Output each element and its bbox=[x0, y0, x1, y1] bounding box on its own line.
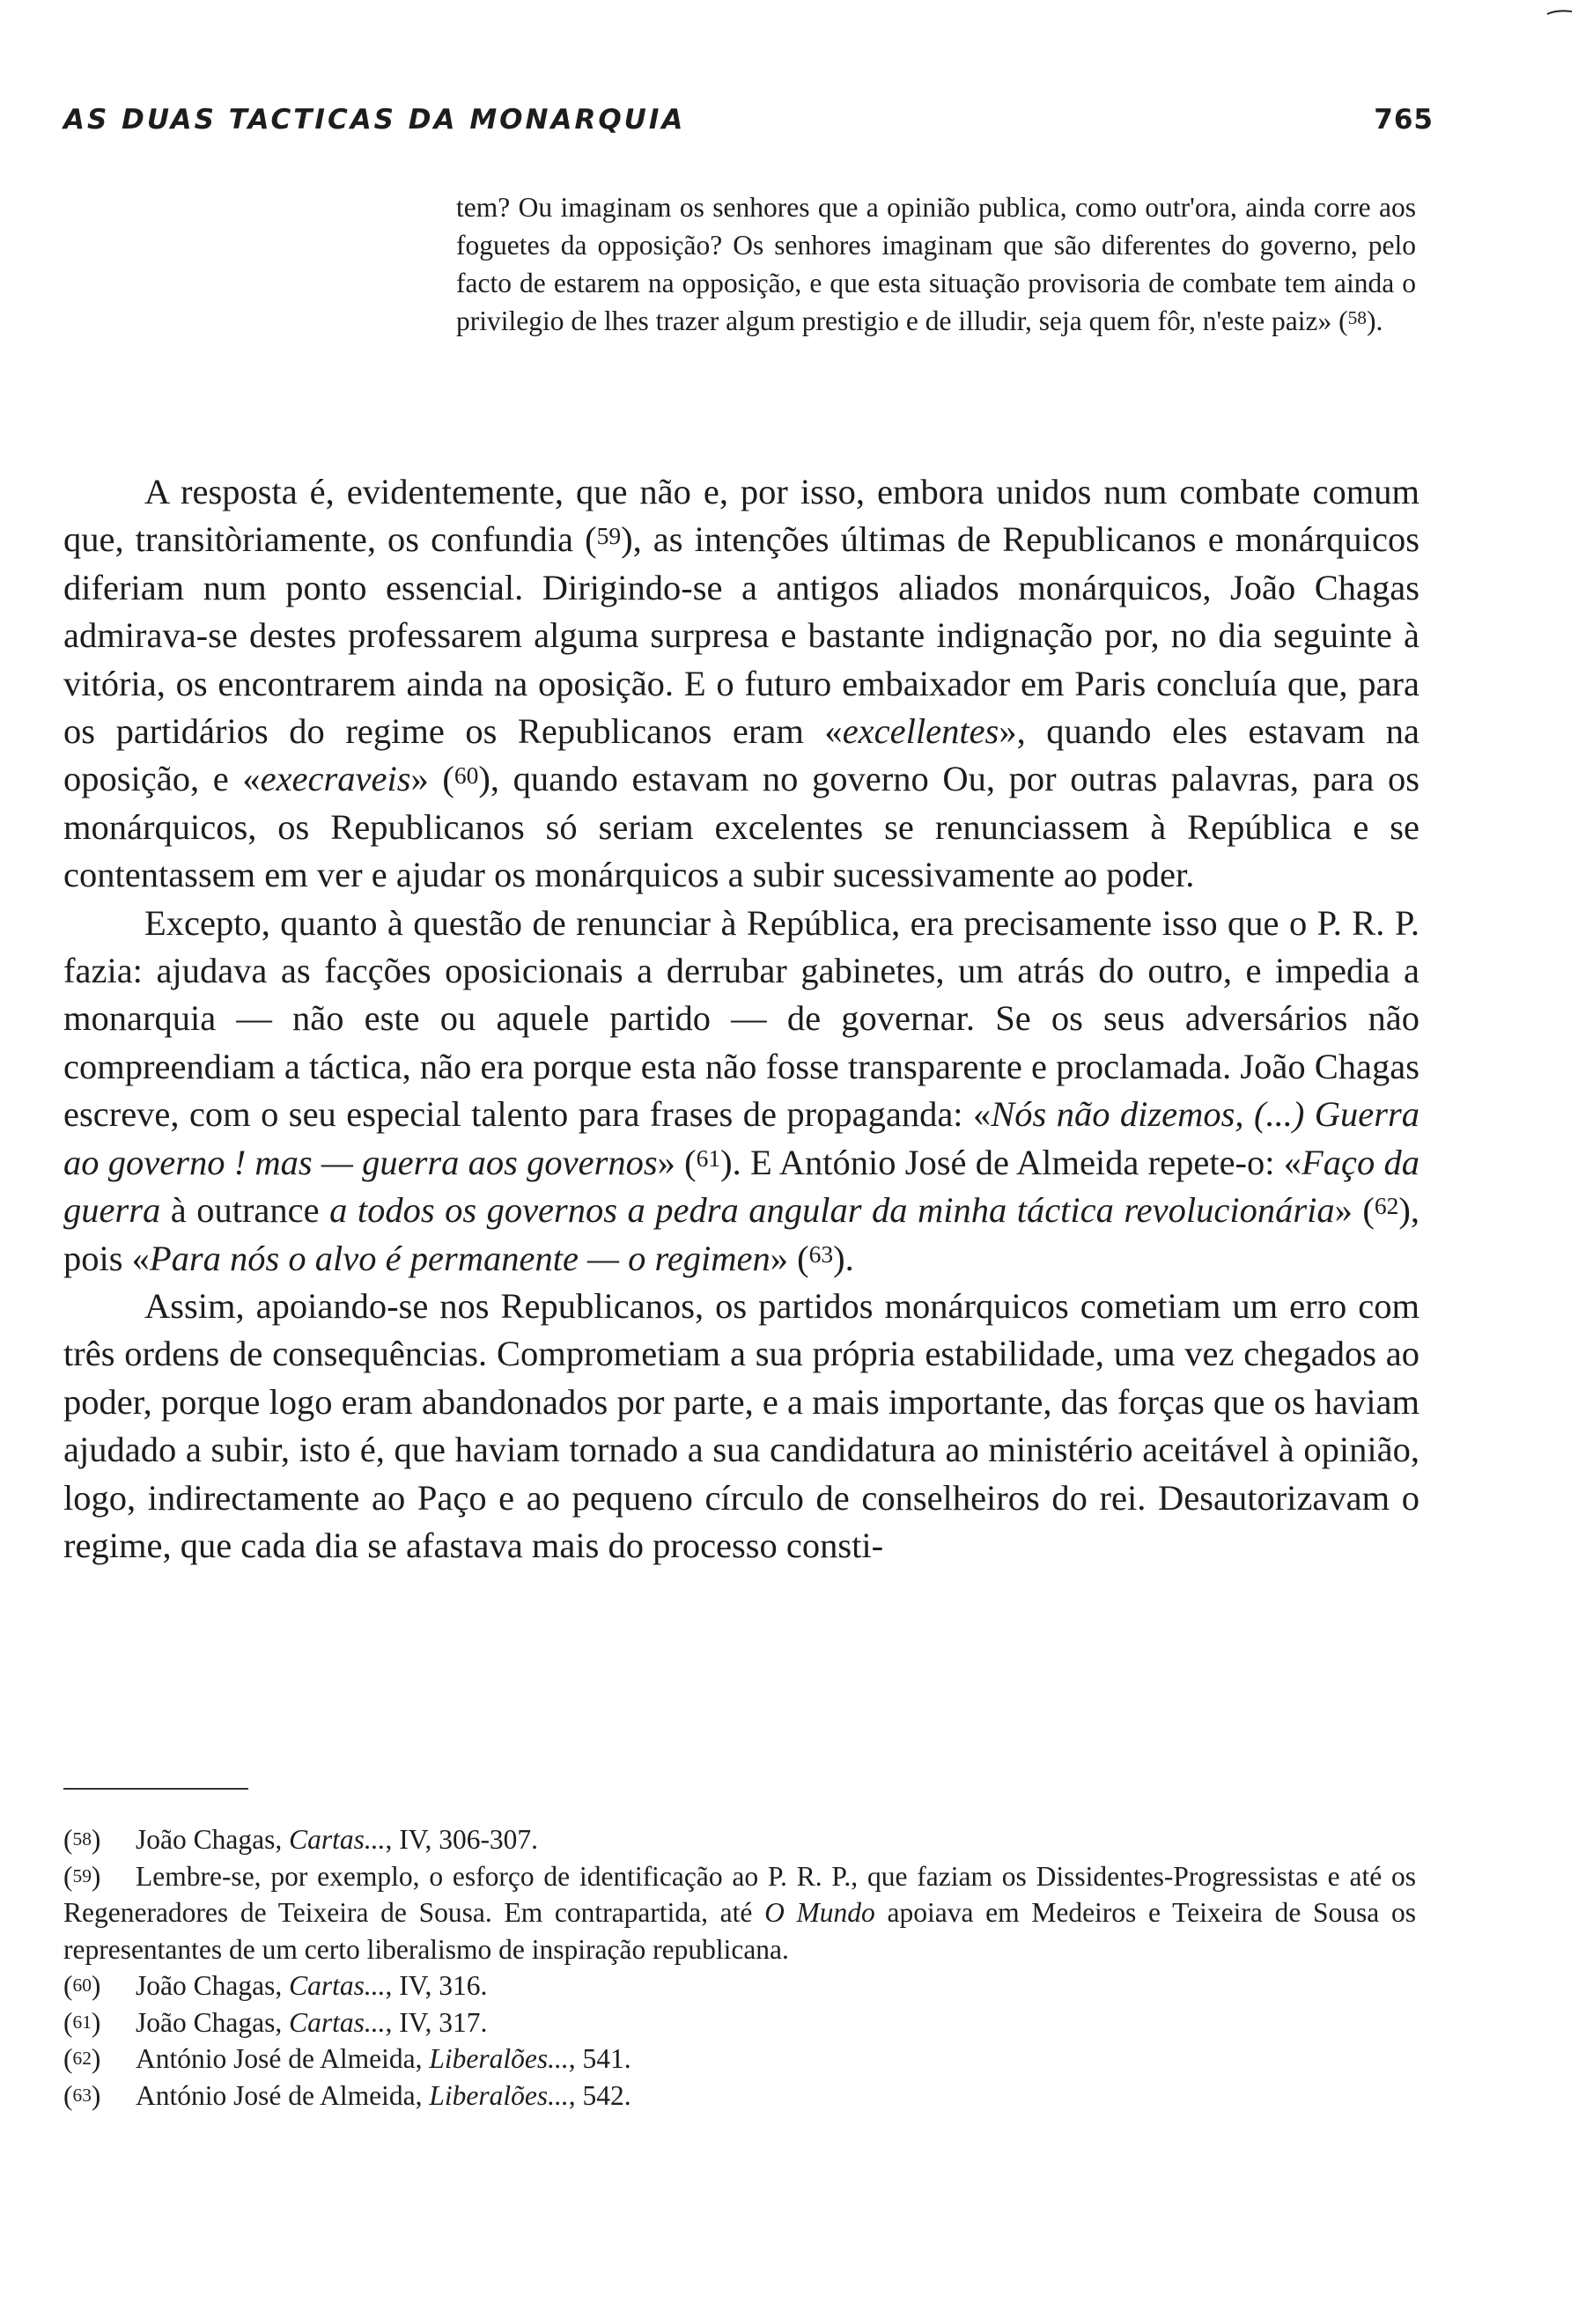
footnote-divider bbox=[63, 1788, 248, 1790]
body-text bbox=[63, 468, 1419, 1570]
quote-end: ). bbox=[1366, 305, 1383, 336]
note-text: , IV, 317. bbox=[385, 2006, 488, 2038]
footnote-ref-62[interactable]: 62 bbox=[1374, 1192, 1399, 1220]
footnote-number: ($^{60}$) bbox=[63, 1970, 101, 2001]
italic-run: Para nós o alvo é permanente — o regimen bbox=[149, 1238, 771, 1278]
paragraph-1 bbox=[63, 468, 1419, 900]
note-title: O Mundo bbox=[764, 1897, 875, 1928]
text-run: » ( bbox=[770, 1238, 809, 1278]
running-title: AS DUAS TACTICAS DA MONARQUIA bbox=[63, 104, 686, 136]
note-text: , 542. bbox=[568, 2079, 631, 2111]
note-title: Cartas... bbox=[289, 2006, 386, 2038]
footnote-61 bbox=[63, 2004, 1416, 2041]
text-run: » ( bbox=[657, 1142, 697, 1182]
footnote-number: ($^{61}$) bbox=[63, 2006, 101, 2038]
note-title: Liberalões... bbox=[429, 2043, 569, 2074]
footnote-62 bbox=[63, 2041, 1416, 2078]
text-run: A resposta é, evidentemente, que não e, por isso, embora unidos num combate comum que, transitòriamente, os confundia ( bbox=[63, 472, 1419, 560]
note-text: João Chagas, bbox=[136, 1970, 290, 2001]
text-run: ), as intenções últimas de Republicanos e monárquicos diferiam num ponto essencial. Dirigindo-se a antigos aliados monárquicos, João Chagas admirava-se destes professarem alguma surpresa e bastante indignação por, no dia seguinte à vitória, os encontrarem ainda na oposição. E o futuro embaixador em Paris concluía que, para os partidários do regime os Republicanos eram « bbox=[63, 519, 1419, 752]
note-text: , 541. bbox=[568, 2043, 631, 2074]
scan-mark bbox=[1546, 9, 1573, 16]
note-text: Lembre-se, por exemplo, o esforço de identificação ao P. R. P., que faziam os Dissidentes-Progressistas e até os Regeneradores de Teixeira de Sousa. Em contrapartida, até bbox=[63, 1860, 1416, 1928]
paragraph-2 bbox=[63, 900, 1419, 1283]
note-text: António José de Almeida, bbox=[136, 2079, 430, 2111]
note-text: António José de Almeida, bbox=[136, 2043, 430, 2074]
note-title: Cartas... bbox=[289, 1970, 386, 2001]
text-run: ). E António José de Almeida repete-o: « bbox=[720, 1142, 1302, 1182]
footnote-number: ($^{59}$) bbox=[63, 1860, 101, 1892]
note-text: apoiava em Medeiros e Teixeira de Sousa os representantes de um certo liberalismo de inspiração republicana. bbox=[63, 1897, 1416, 1965]
footnote-number: ($^{58}$) bbox=[63, 1824, 101, 1855]
text-run: », quando eles estavam na oposição, e « bbox=[63, 711, 1420, 799]
footnote-63 bbox=[63, 2078, 1416, 2114]
footnote-59 bbox=[63, 1858, 1416, 1968]
note-title: Liberalões... bbox=[429, 2079, 569, 2111]
note-title: Cartas... bbox=[289, 1824, 386, 1855]
footnote-ref-63[interactable]: 63 bbox=[808, 1239, 834, 1268]
text-run: ), quando estavam no governo Ou, por outras palavras, para os monárquicos, os Republicanos só seriam excelentes se renunciassem à República e se contentassem em ver e ajudar os monárquicos a subir sucessivamente ao poder. bbox=[63, 759, 1419, 895]
note-text: João Chagas, bbox=[136, 1824, 290, 1855]
footnote-58 bbox=[63, 1821, 1416, 1858]
italic-run: a todos os governos a pedra angular da minha táctica revolucionária bbox=[329, 1190, 1335, 1231]
text-run: ). bbox=[833, 1238, 854, 1278]
text-run: Excepto, quanto à questão de renunciar à República, era precisamente isso que o P. R. P. fazia: ajudava as facções oposicionais a derrubar gabinetes, um atrás do outro, e impedia a monarquia — não este ou aquele partido — de governar. Se os seus adversários não compreendiam a táctica, não era porque esta não fosse transparente e proclamada. João Chagas escreve, com o seu especial talento para frases de propaganda: « bbox=[63, 902, 1419, 1135]
italic-run: execraveis bbox=[260, 759, 411, 799]
italic-run: Nós não dizemos, (...) Guerra ao governo ! mas — guerra aos governos bbox=[63, 1094, 1419, 1182]
footnote-60 bbox=[63, 1967, 1416, 2004]
footnote-ref-60[interactable]: 60 bbox=[453, 761, 479, 789]
running-header bbox=[63, 104, 1434, 136]
note-text: João Chagas, bbox=[136, 2006, 290, 2038]
footnote-number: ($^{62}$) bbox=[63, 2043, 101, 2074]
text-run: » ( bbox=[410, 759, 454, 799]
footnote-ref-58[interactable]: 58 bbox=[1347, 307, 1367, 329]
block-quote bbox=[456, 188, 1416, 340]
text-run: Assim, apoiando-se nos Republicanos, os partidos monárquicos cometiam um erro com três ordens de consequências. Comprometiam a sua própria estabilidade, uma vez chegados ao poder, porque logo eram abandonados por parte, e a mais importante, das forças que os haviam ajudado a subir, isto é, que haviam tornado a sua candidatura ao ministério aceitável à opinião, logo, indirectamente ao Paço e ao pequeno círculo de conselheiros do rei. Desautorizavam o regime, que cada dia se afastava mais do processo consti- bbox=[63, 1285, 1419, 1565]
note-text: , IV, 316. bbox=[385, 1970, 488, 2001]
page-number: 765 bbox=[1374, 104, 1434, 136]
text-run: ), pois « bbox=[63, 1190, 1419, 1278]
footnote-ref-61[interactable]: 61 bbox=[696, 1144, 721, 1172]
note-text: , IV, 306-307. bbox=[385, 1824, 539, 1855]
footnote-ref-59[interactable]: 59 bbox=[596, 521, 622, 549]
text-run: » ( bbox=[1334, 1190, 1375, 1231]
footnotes bbox=[63, 1821, 1416, 2114]
italic-run: Faço da guerra bbox=[63, 1142, 1419, 1231]
footnote-number: ($^{63}$) bbox=[63, 2079, 101, 2111]
text-run: à outrance bbox=[160, 1190, 330, 1231]
italic-run: excellentes bbox=[842, 711, 999, 752]
quote-text: tem? Ou imaginam os senhores que a opinião publica, como outr'ora, ainda corre aos foguetes da opposição? Os senhores imaginam que são diferentes do governo, pelo facto de estarem na opposição, e que esta situação provisoria de combate tem ainda o privilegio de lhes trazer algum prestigio e de illudir, seja quem fôr, n'este paiz» ( bbox=[456, 192, 1416, 336]
paragraph-3 bbox=[63, 1283, 1419, 1570]
